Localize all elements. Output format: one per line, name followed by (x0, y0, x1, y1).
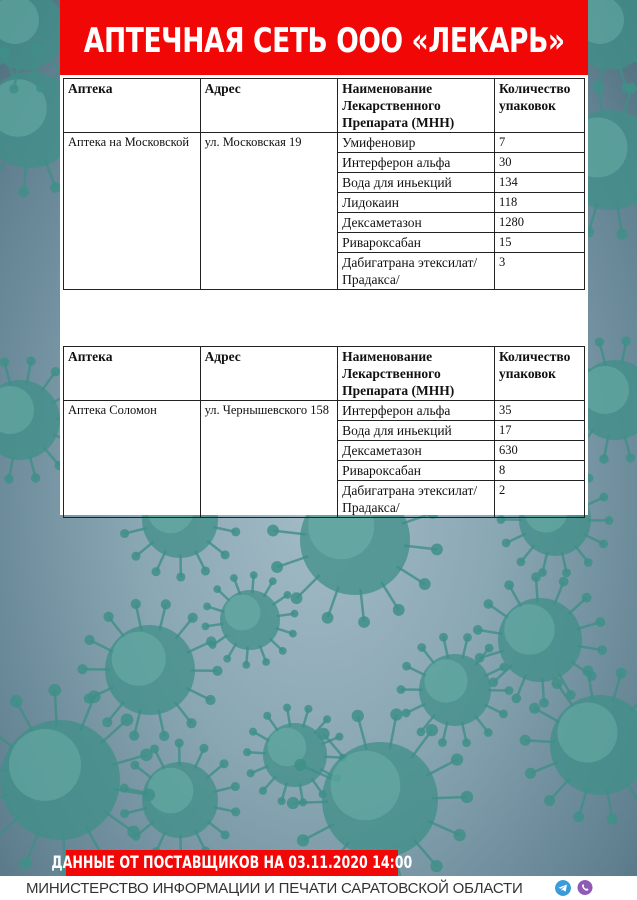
virus-particle (77, 599, 222, 741)
ministry-bar (0, 876, 637, 900)
drug-qty: 118 (494, 193, 584, 213)
pharmacy-table-1 (63, 78, 585, 290)
page-title: АПТЕЧНАЯ СЕТЬ ООО «ЛЕКАРЬ» (83, 20, 565, 61)
column-header-pharmacy: Аптека (64, 347, 201, 401)
drug-qty: 3 (494, 253, 584, 290)
drug-name: Интерферон альфа (338, 401, 495, 421)
virus-particle (473, 572, 607, 707)
title-banner (60, 0, 588, 75)
virus-particle (520, 665, 637, 824)
ministry-name: МИНИСТЕРСТВО ИНФОРМАЦИИ И ПЕЧАТИ САРАТОВСКОЙ ОБЛАСТИ (26, 880, 523, 897)
drug-name: Дабигатрана этексилат/Прадакса/ (338, 253, 495, 290)
drug-qty: 8 (494, 461, 584, 481)
drug-qty: 17 (494, 421, 584, 441)
drug-qty: 2 (494, 481, 584, 518)
drug-name: Вода для иньекций (338, 173, 495, 193)
table-header-row (64, 79, 585, 133)
column-header-drug: Наименование Лекарственного Препарата (МНН) (338, 347, 495, 401)
drug-qty: 30 (494, 153, 584, 173)
virus-particle (202, 571, 299, 668)
column-header-address: Адрес (200, 79, 338, 133)
column-header-qty: Количество упаковок (494, 79, 584, 133)
table-row (64, 401, 585, 421)
drug-qty: 7 (494, 133, 584, 153)
viber-icon[interactable] (577, 880, 593, 896)
drug-qty: 15 (494, 233, 584, 253)
table-header-row (64, 347, 585, 401)
tables-panel (60, 75, 588, 515)
drug-qty: 134 (494, 173, 584, 193)
table-row (64, 133, 585, 153)
drug-name: Умифеновир (338, 133, 495, 153)
drug-name: Вода для иньекций (338, 421, 495, 441)
data-date-badge (51, 850, 413, 876)
drug-name: Дексаметазон (338, 213, 495, 233)
column-header-drug: Наименование Лекарственного Препарата (МНН) (338, 79, 495, 133)
drug-name: Лидокаин (338, 193, 495, 213)
drug-qty: 630 (494, 441, 584, 461)
drug-qty: 35 (494, 401, 584, 421)
pharmacy-address: ул. Чернышевского 158 (200, 401, 338, 518)
column-header-pharmacy: Аптека (64, 79, 201, 133)
pharmacy-name: Аптека Соломон (64, 401, 201, 518)
virus-particle (0, 684, 155, 876)
data-date-note: ДАННЫЕ ОТ ПОСТАВЩИКОВ НА 03.11.2020 14:00 (51, 853, 413, 873)
telegram-icon[interactable] (555, 880, 571, 896)
pharmacy-table-2 (63, 346, 585, 518)
pharmacy-name: Аптека на Московской (64, 133, 201, 290)
drug-name: Ривароксабан (338, 461, 495, 481)
virus-particle (397, 633, 514, 747)
drug-name: Интерферон альфа (338, 153, 495, 173)
column-header-qty: Количество упаковок (494, 347, 584, 401)
drug-qty: 1280 (494, 213, 584, 233)
drug-name: Дабигатрана этексилат/Прадакса/ (338, 481, 495, 518)
drug-name: Дексаметазон (338, 441, 495, 461)
drug-name: Ривароксабан (338, 233, 495, 253)
column-header-address: Адрес (200, 347, 338, 401)
pharmacy-address: ул. Московская 19 (200, 133, 338, 290)
